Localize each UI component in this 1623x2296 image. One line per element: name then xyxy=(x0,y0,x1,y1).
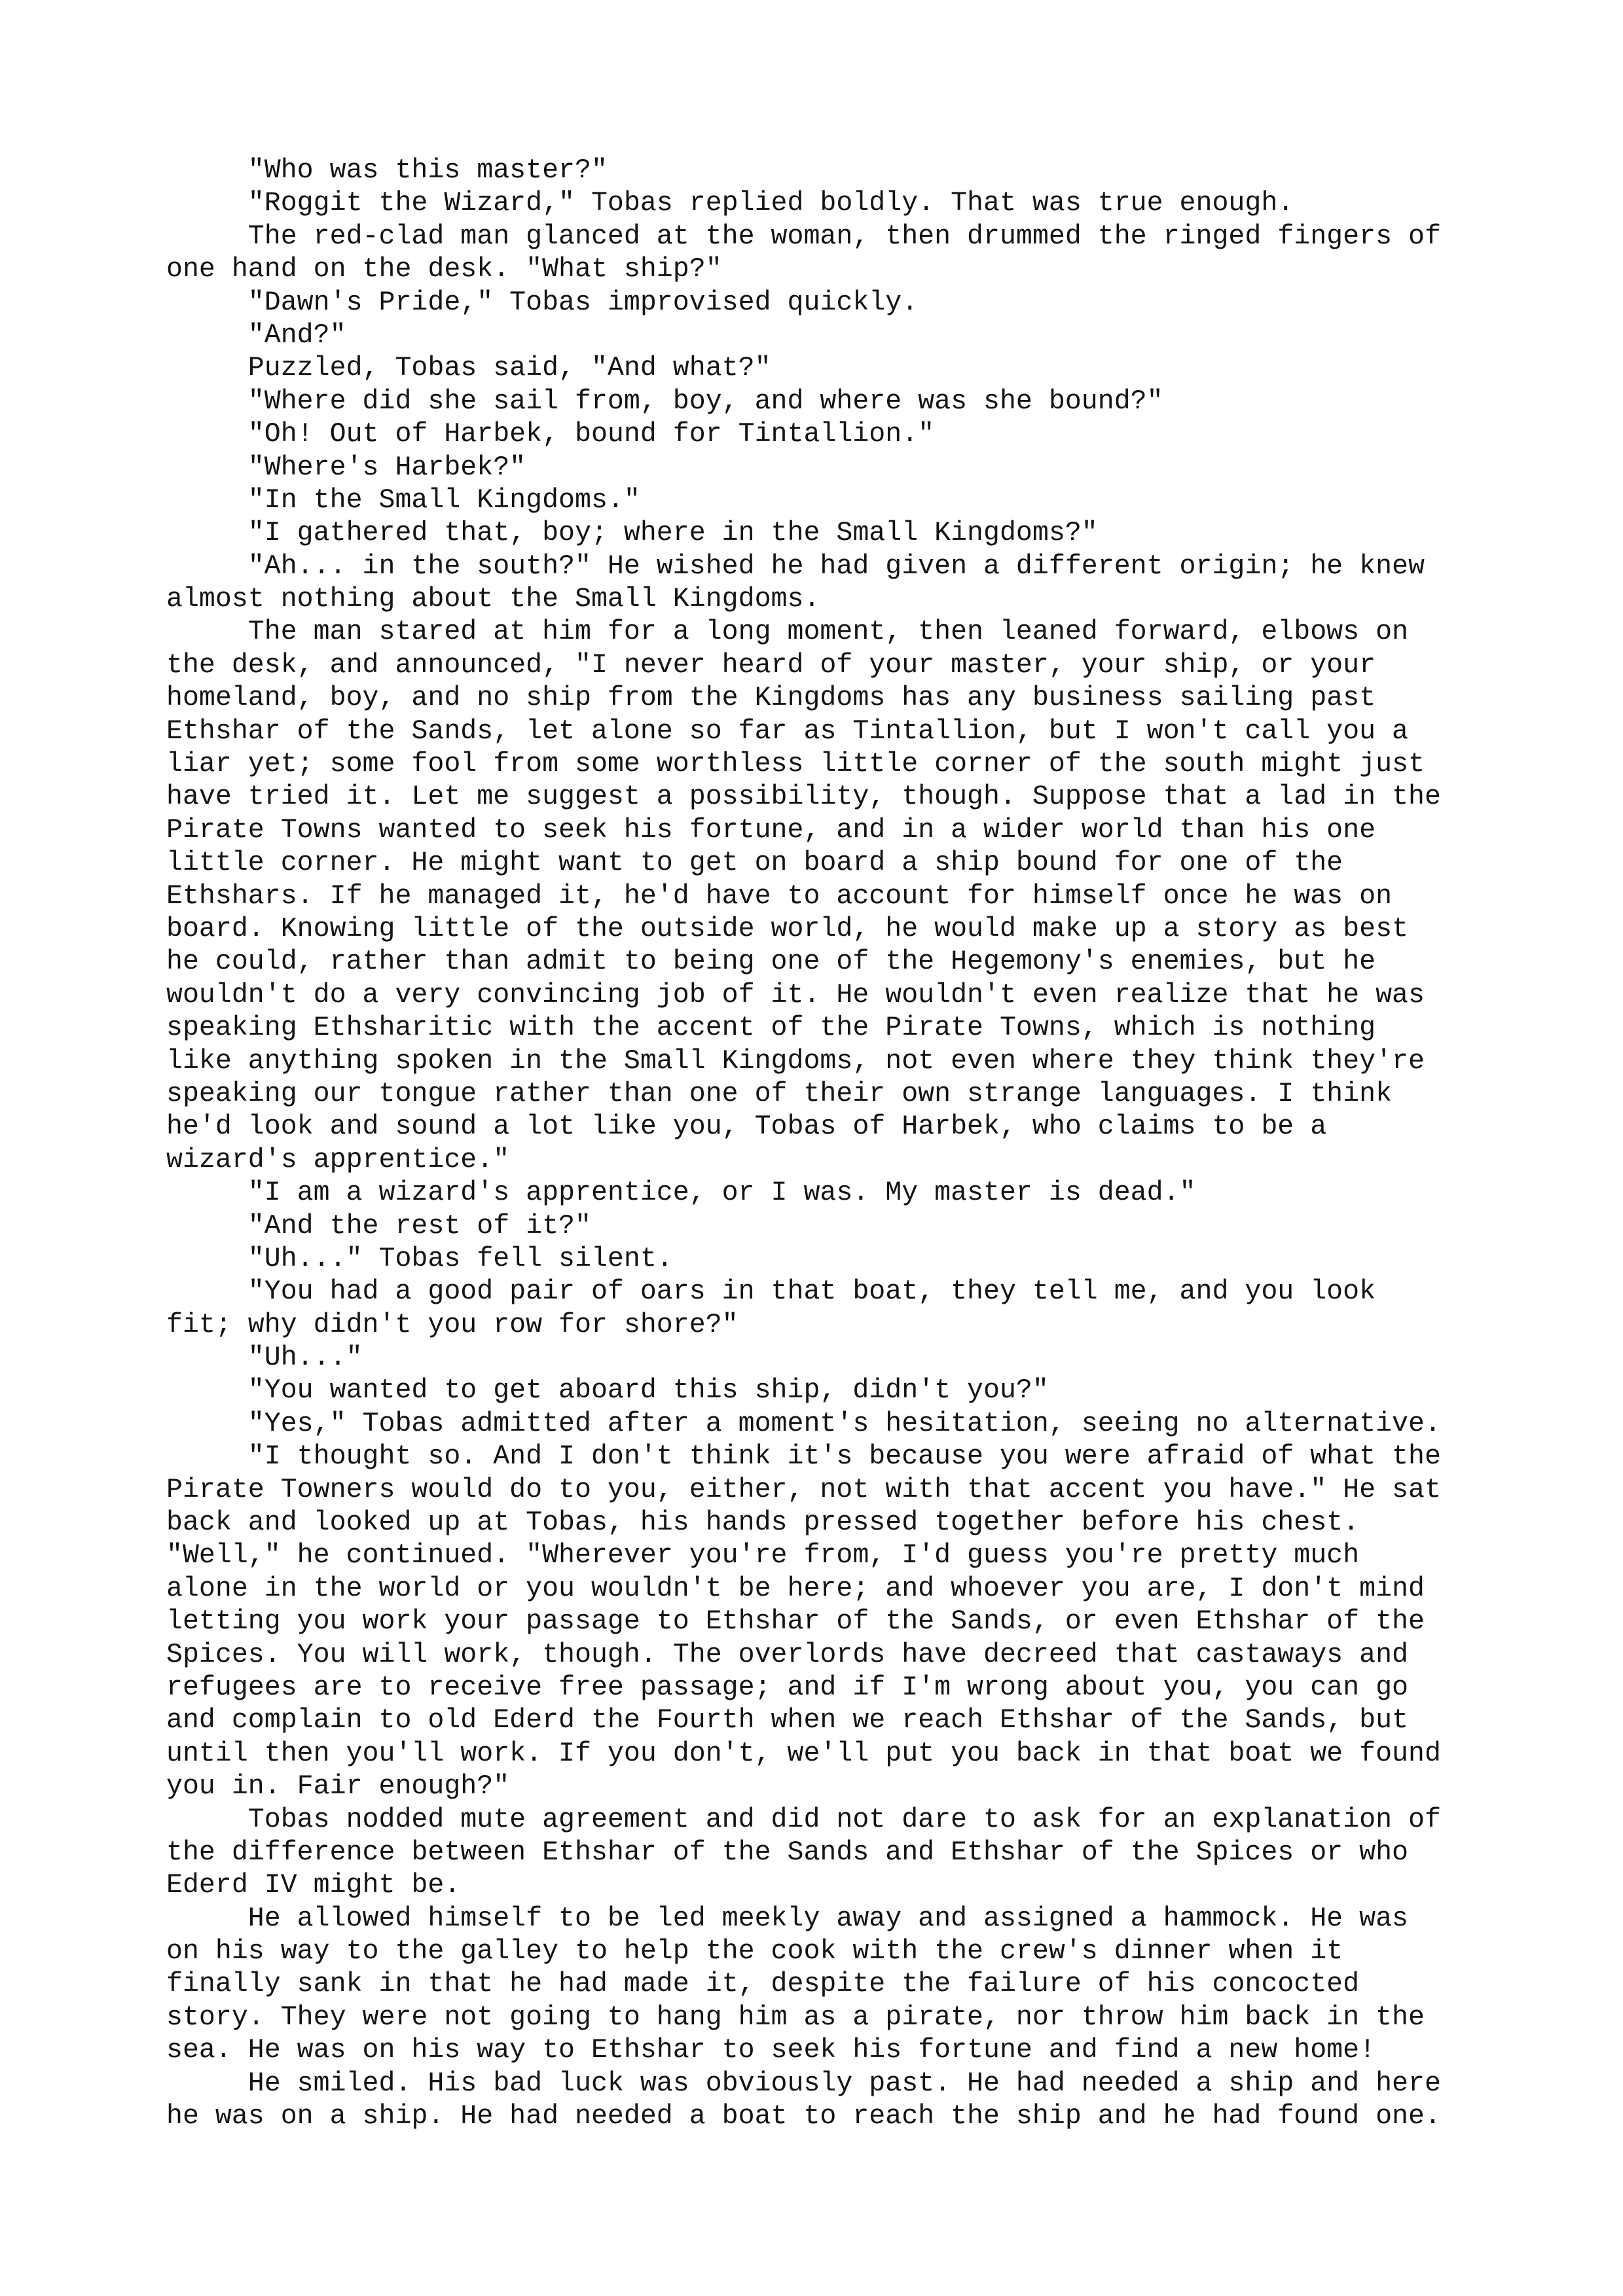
text-line: "Where did she sail from, boy, and where was she bound?" xyxy=(166,386,1163,417)
text-line: and complain to old Ederd the Fourth when we reach Ethshar of the Sands, but xyxy=(166,1705,1408,1736)
text-line: speaking Ethsharitic with the accent of the Pirate Towns, which is nothing xyxy=(166,1013,1376,1044)
manuscript-text xyxy=(166,154,1476,2133)
text-line: little corner. He might want to get on board a ship bound for one of the xyxy=(166,848,1343,879)
text-line: He smiled. His bad luck was obviously past. He had needed a ship and here xyxy=(166,2068,1441,2099)
text-line: Ethshars. If he managed it, he'd have to account for himself once he was on xyxy=(166,880,1393,912)
text-line: "Well," he continued. "Wherever you're from, I'd guess you're pretty much xyxy=(166,1540,1360,1571)
text-line: Ethshar of the Sands, let alone so far as Tintallion, but I won't call you a xyxy=(166,715,1408,747)
text-line: The man stared at him for a long moment, then leaned forward, elbows on xyxy=(166,617,1408,648)
text-line: "And?" xyxy=(166,319,346,351)
text-line: the desk, and announced, "I never heard of your master, your ship, or your xyxy=(166,649,1376,681)
text-line: story. They were not going to hang him as a pirate, nor throw him back in the xyxy=(166,2001,1425,2033)
text-line: until then you'll work. If you don't, we'll put you back in that boat we found xyxy=(166,1738,1441,1769)
text-line: "I gathered that, boy; where in the Small Kingdoms?" xyxy=(166,518,1098,549)
text-line: board. Knowing little of the outside world, he would make up a story as best xyxy=(166,913,1408,944)
text-line: he could, rather than admit to being one of the Hegemony's enemies, but he xyxy=(166,946,1376,978)
text-line: "Roggit the Wizard," Tobas replied boldly. That was true enough. xyxy=(166,188,1294,219)
text-line: he was on a ship. He had needed a boat to reach the ship and he had found one. xyxy=(166,2101,1441,2132)
text-line: like anything spoken in the Small Kingdoms, not even where they think they're xyxy=(166,1045,1425,1077)
text-line: fit; why didn't you row for shore?" xyxy=(166,1309,739,1340)
text-line: almost nothing about the Small Kingdoms. xyxy=(166,584,820,615)
text-line: letting you work your passage to Ethshar of the Sands, or even Ethshar of the xyxy=(166,1606,1425,1638)
text-line: back and looked up at Tobas, his hands pressed together before his chest. xyxy=(166,1507,1360,1539)
text-line: speaking our tongue rather than one of their own strange languages. I think xyxy=(166,1078,1393,1109)
text-line: wizard's apprentice." xyxy=(166,1144,510,1175)
text-line: alone in the world or you wouldn't be here; and whoever you are, I don't mind xyxy=(166,1573,1425,1604)
text-line: "You wanted to get aboard this ship, didn't you?" xyxy=(166,1375,1049,1407)
text-line: "Uh..." Tobas fell silent. xyxy=(166,1243,673,1274)
text-line: liar yet; some fool from some worthless little corner of the south might just xyxy=(166,749,1425,780)
text-line: refugees are to receive free passage; and if I'm wrong about you, you can go xyxy=(166,1672,1408,1703)
text-line: "Who was this master?" xyxy=(166,155,608,186)
text-line: "And the rest of it?" xyxy=(166,1210,591,1242)
text-line: sea. He was on his way to Ethshar to seek his fortune and find a new home! xyxy=(166,2035,1376,2066)
text-line: Tobas nodded mute agreement and did not dare to ask for an explanation of xyxy=(166,1804,1441,1835)
text-line: Ederd IV might be. xyxy=(166,1870,461,1901)
text-line: you in. Fair enough?" xyxy=(166,1771,510,1803)
text-line: "Where's Harbek?" xyxy=(166,452,526,483)
text-line: have tried it. Let me suggest a possibility, though. Suppose that a lad in the xyxy=(166,781,1441,813)
text-line: he'd look and sound a lot like you, Tobas of Harbek, who claims to be a xyxy=(166,1111,1327,1143)
text-line: "Oh! Out of Harbek, bound for Tintallion." xyxy=(166,419,935,450)
text-line: "I thought so. And I don't think it's because you were afraid of what the xyxy=(166,1441,1441,1473)
text-line: "Ah... in the south?" He wished he had given a different origin; he knew xyxy=(166,550,1425,582)
text-line: "Yes," Tobas admitted after a moment's hesitation, seeing no alternative. xyxy=(166,1408,1441,1439)
text-line: "Uh..." xyxy=(166,1342,363,1374)
text-line: finally sank in that he had made it, despite the failure of his concocted xyxy=(166,1969,1360,2000)
text-line: homeland, boy, and no ship from the Kingdoms has any business sailing past xyxy=(166,683,1376,714)
text-line: "You had a good pair of oars in that boat, they tell me, and you look xyxy=(166,1276,1376,1308)
text-line: "In the Small Kingdoms." xyxy=(166,484,640,516)
text-line: He allowed himself to be led meekly away and assigned a hammock. He was xyxy=(166,1903,1408,1934)
text-line: Puzzled, Tobas said, "And what?" xyxy=(166,353,771,384)
text-line: the difference between Ethshar of the Sands and Ethshar of the Spices or who xyxy=(166,1837,1408,1868)
text-line: Spices. You will work, though. The overlords have decreed that castaways and xyxy=(166,1639,1408,1670)
text-line: "Dawn's Pride," Tobas improvised quickly. xyxy=(166,287,919,318)
text-line: Pirate Towners would do to you, either, not with that accent you have." He sat xyxy=(166,1474,1441,1505)
text-line: The red-clad man glanced at the woman, then drummed the ringed fingers of xyxy=(166,221,1441,252)
text-line: on his way to the galley to help the cook with the crew's dinner when it xyxy=(166,1936,1343,1967)
text-line: wouldn't do a very convincing job of it. He wouldn't even realize that he was xyxy=(166,979,1425,1011)
text-line: "I am a wizard's apprentice, or I was. My master is dead." xyxy=(166,1177,1196,1209)
text-line: Pirate Towns wanted to seek his fortune, and in a wider world than his one xyxy=(166,814,1376,846)
text-line: one hand on the desk. "What ship?" xyxy=(166,254,722,285)
